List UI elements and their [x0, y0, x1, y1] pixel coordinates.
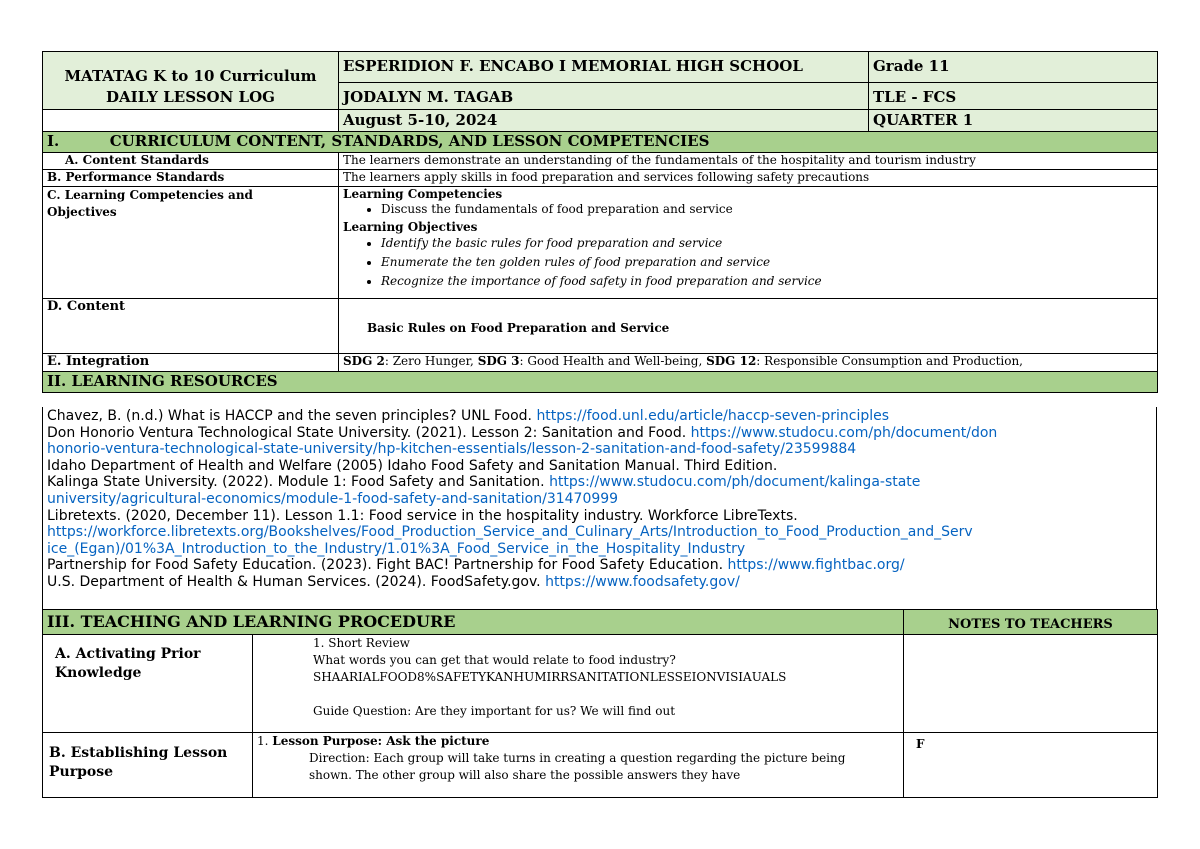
competencies-value	[339, 187, 1158, 299]
sdg-2-label: SDG 2	[343, 354, 385, 368]
section-1-header	[43, 132, 1158, 153]
blank-cell	[43, 110, 339, 132]
integration-value	[339, 354, 1158, 372]
a-label-line2: Knowledge	[55, 665, 142, 681]
lo-item: • Identify the basic rules for food preparation and service	[381, 236, 1153, 251]
resource-line	[47, 441, 1152, 458]
resource-line	[47, 541, 1152, 558]
school-name: ESPERIDION F. ENCABO I MEMORIAL HIGH SCHOOL	[339, 52, 869, 83]
notes-header: NOTES TO TEACHERS	[904, 610, 1158, 635]
resource-link[interactable]: ice_(Egan)/01%3A_Introduction_to_the_Industry/1.01%3A_Food_Service_in_the_Hospitality_Industry	[47, 540, 746, 557]
resource-line	[47, 524, 1152, 541]
resource-line	[47, 425, 1152, 442]
content-label: D. Content	[43, 299, 339, 354]
curriculum-title-cell	[43, 52, 339, 110]
resource-text: Partnership for Food Safety Education. (2023). Fight BAC! Partnership for Food Safety Education.	[47, 557, 728, 574]
competencies-label	[43, 187, 339, 299]
b-notes: F	[904, 733, 1158, 798]
activating-prior-knowledge-content	[253, 635, 904, 733]
word-puzzle: SHAARIALFOOD8%SAFETYKANHUMIRRSANITATIONLESSEIONVISIAUALS	[313, 670, 787, 684]
learning-resources	[42, 407, 1157, 609]
resource-line	[47, 574, 1152, 591]
sdg-12-text: : Responsible Consumption and Production,	[756, 354, 1023, 368]
lo-item: • Recognize the importance of food safety in food preparation and service	[381, 274, 1153, 289]
procedure-table	[42, 609, 1158, 798]
teacher-name: JODALYN M. TAGAB	[339, 83, 869, 110]
resource-line	[47, 491, 1152, 508]
section-3-header: III. TEACHING AND LEARNING PROCEDURE	[43, 610, 904, 635]
log-title: DAILY LESSON LOG	[106, 87, 275, 106]
lo-item: • Enumerate the ten golden rules of food preparation and service	[381, 255, 1153, 270]
lo-heading: Learning Objectives	[343, 220, 478, 234]
guide-question: Guide Question: Are they important for us? We will find out	[313, 704, 676, 718]
performance-standards-value: The learners apply skills in food preparation and services following safety precautions	[339, 170, 1158, 187]
lc-list	[343, 202, 1153, 217]
resource-line	[47, 458, 1152, 475]
content-standards-label: A. Content Standards	[43, 153, 339, 170]
resource-line	[47, 474, 1152, 491]
resource-link[interactable]: https://workforce.libretexts.org/Bookshelves/Food_Production_Service_and_Culinary_Arts/Introduction_to_Food_Production_and_Serv	[47, 524, 973, 541]
section-1-number: I.	[47, 132, 60, 150]
purpose-item-title: Lesson Purpose: Ask the picture	[272, 734, 490, 748]
review-question: What words you can get that would relate to food industry?	[313, 653, 676, 667]
resource-text: U.S. Department of Health & Human Services. (2024). FoodSafety.gov.	[47, 573, 546, 590]
sdg-12-label: SDG 12	[706, 354, 757, 368]
resource-link[interactable]: https://www.foodsafety.gov/	[545, 573, 740, 590]
establishing-purpose-label	[43, 733, 253, 798]
resource-link[interactable]: university/agricultural-economics/module-1-food-safety-and-sanitation/31470999	[47, 490, 619, 507]
subject-name: TLE - FCS	[869, 83, 1158, 110]
resource-line	[47, 557, 1152, 574]
activating-prior-knowledge-label	[43, 635, 253, 733]
purpose-direction-1: Direction: Each group will take turns in creating a question regarding the picture being	[309, 751, 846, 765]
sdg-3-text: : Good Health and Well-being,	[519, 354, 707, 368]
competencies-label-line1: C. Learning Competencies and	[47, 188, 253, 202]
lc-item: • Discuss the fundamentals of food preparation and service	[381, 202, 1153, 217]
resource-link[interactable]: https://www.fightbac.org/	[727, 557, 905, 574]
purpose-direction-2: shown. The other group will also share the possible answers they have	[309, 768, 741, 782]
performance-standards-label: B. Performance Standards	[43, 170, 339, 187]
integration-label: E. Integration	[43, 354, 339, 372]
content-value: Basic Rules on Food Preparation and Service	[339, 299, 1158, 354]
short-review-item: 1. Short Review	[313, 636, 410, 650]
a-notes	[904, 635, 1158, 733]
lesson-date: August 5-10, 2024	[339, 110, 869, 132]
competencies-label-line2: Objectives	[47, 205, 117, 219]
lc-heading: Learning Competencies	[343, 187, 503, 201]
purpose-item-number: 1.	[257, 734, 269, 748]
section-1-title: CURRICULUM CONTENT, STANDARDS, AND LESSON COMPETENCIES	[109, 132, 710, 150]
resource-link[interactable]: https://food.unl.edu/article/haccp-seven-principles	[536, 408, 890, 424]
resource-link[interactable]: honorio-ventura-technological-state-university/hp-kitchen-essentials/lesson-2-sanitation-and-food-safety/23599884	[47, 441, 857, 458]
quarter: QUARTER 1	[869, 110, 1158, 132]
resource-text: Kalinga State University. (2022). Module 1: Food Safety and Sanitation.	[47, 474, 550, 491]
grade-level: Grade 11	[869, 52, 1158, 83]
resource-link[interactable]: https://www.studocu.com/ph/document/don	[690, 424, 998, 441]
sdg-2-text: : Zero Hunger,	[384, 354, 478, 368]
sdg-3-label: SDG 3	[477, 354, 520, 368]
b-label-line2: Purpose	[49, 764, 113, 780]
resource-text: Libretexts. (2020, December 11). Lesson 1.1: Food service in the hospitality industry. Workforce LibreTexts.	[47, 507, 798, 524]
resource-text: Idaho Department of Health and Welfare (2005) Idaho Food Safety and Sanitation Manual. Third Edition.	[47, 457, 778, 474]
lo-list	[343, 236, 1153, 289]
lesson-log-table	[42, 51, 1158, 393]
resource-line	[47, 408, 1152, 425]
resource-link[interactable]: https://www.studocu.com/ph/document/kalinga-state	[549, 474, 921, 491]
resource-line	[47, 508, 1152, 525]
resource-text: Don Honorio Ventura Technological State University. (2021). Lesson 2: Sanitation and Food.	[47, 424, 691, 441]
b-label-line1: B. Establishing Lesson	[49, 745, 228, 761]
resource-text: Chavez, B. (n.d.) What is HACCP and the seven principles? UNL Food.	[47, 408, 537, 424]
purpose-item	[257, 733, 899, 750]
section-2-header: II. LEARNING RESOURCES	[43, 372, 1158, 393]
content-standards-value: The learners demonstrate an understanding of the fundamentals of the hospitality and tourism industry	[339, 153, 1158, 170]
a-label-line1: A. Activating Prior	[55, 646, 201, 662]
establishing-purpose-content	[253, 733, 904, 798]
curriculum-title: MATATAG K to 10 Curriculum	[64, 66, 317, 85]
